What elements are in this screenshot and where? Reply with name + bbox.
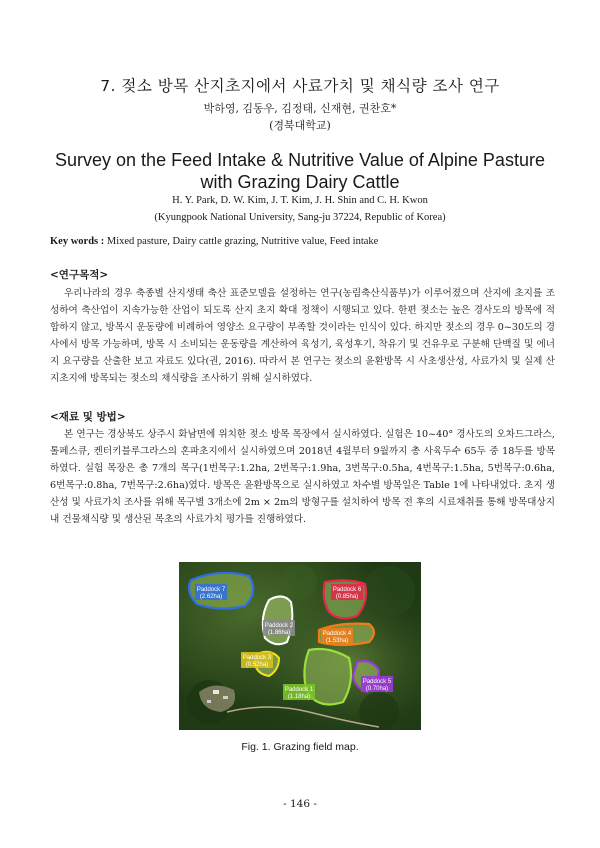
label-paddock-6: [331, 584, 363, 600]
keywords-label: Key words :: [50, 236, 105, 247]
label-paddock-6-area: (0.85ha): [335, 594, 359, 600]
label-paddock-4-area: (1.53ha): [325, 638, 349, 644]
label-paddock-1: [283, 684, 315, 700]
keywords-line: [50, 236, 560, 247]
authors-korean: 박하영, 김동우, 김정태, 신재현, 권찬호*: [203, 102, 397, 115]
label-paddock-4: [321, 628, 353, 644]
label-paddock-1-area: (1.18ha): [287, 694, 311, 700]
grazing-field-map: [179, 562, 421, 730]
label-paddock-5-area: (0.70ha): [365, 686, 389, 692]
label-paddock-3: [241, 652, 273, 668]
paragraph-methods: 본 연구는 경상북도 상주시 화남면에 위치한 젖소 방목 목장에서 실시하였다. 실험은 10~40° 경사도의 오차드그라스, 톨페스큐, 켄터키블루그라스의 혼파초지에서 실시하였으며 2018년 4월부터 9월까지 총 사육두수 65두 중 18두를 방목하였다. 실험 목장은 총 7개의 목구(1번목구:1.2ha, 2번목구:1.9ha, 3번목구:0.5ha, 4번목구:1.5ha, 5번목구:0.6ha, 6번목구:0.8ha, 7번목구:2.6ha)였다. 방목은 윤환방목으로 실시하였고 차수별 방목일은 Table 1에 나타내었다. 초지 생산성 및 사료가치 조사를 위해 목구별 3개소에 2m × 2m의 방형구를 설치하여 방목 전 후의 시료채취를 통해 방목대상지 내 건물채식량 및 생산된 목초의 사료가치 평가를 진행하였다.: [50, 429, 555, 525]
affiliation-korean: (경북대학교): [269, 119, 331, 132]
keywords-text: Mixed pasture, Dairy cattle grazing, Nutritive value, Feed intake: [106, 236, 379, 247]
label-paddock-1-name: Paddock 1: [284, 687, 314, 693]
label-paddock-7: [195, 584, 227, 600]
section-heading-purpose: <연구목적>: [50, 269, 109, 281]
section-heading-methods: <재료 및 방법>: [50, 411, 126, 423]
title-english: Survey on the Feed Intake & Nutritive Value of Alpine Pasture with Grazing Dairy Cattle: [55, 150, 545, 192]
label-paddock-3-name: Paddock 3: [242, 655, 272, 661]
label-paddock-7-area: (2.62ha): [199, 594, 223, 600]
label-paddock-3-area: (0.52ha): [245, 662, 269, 668]
affiliation-english: (Kyungpook National University, Sang-ju 37224, Republic of Korea): [154, 212, 446, 223]
label-paddock-6-name: Paddock 6: [332, 587, 362, 593]
label-paddock-5: [361, 676, 393, 692]
label-paddock-2-name: Paddock 2: [264, 623, 294, 629]
paragraph-purpose: 우리나라의 경우 축종별 산지생태 축산 표준모델을 설정하는 연구(농림축산식품부)가 이루어졌으며 산지에 초지를 조성하여 축산업이 지속가능한 산업이 되도록 산지 초지 확대 정책이 시행되고 있다. 한편 젖소는 높은 경사도의 방목에 적합하지 않고, 방목시 운동량에 비례하여 영양소 요구량이 부족할 것이라는 인식이 있다. 하지만 젖소의 경우 0~30도의 경사에서 방목 가능하며, 방목 시 소비되는 운동량을 계산하여 육성기, 육성후기, 착유기 및 건유우로 구분해 단백질 및 에너지 요구량을 산출한 보고 자료도 있다(권, 2016). 따라서 본 연구는 젖소의 윤환방목 시 사초생산성, 사료가치 및 실제 산지초지에 방목되는 젖소의 채식량을 조사하기 위해 실시하였다.: [50, 288, 555, 384]
label-paddock-7-name: Paddock 7: [196, 587, 226, 593]
title-korean: 7. 젖소 방목 산지초지에서 사료가치 및 채식량 조사 연구: [100, 77, 500, 95]
authors-english: H. Y. Park, D. W. Kim, J. T. Kim, J. H. Shin and C. H. Kwon: [172, 195, 428, 206]
label-paddock-5-name: Paddock 5: [362, 679, 392, 685]
figure-caption: Fig. 1. Grazing field map.: [241, 741, 359, 753]
label-paddock-2-area: (1.86ha): [267, 630, 291, 636]
label-paddock-2: [263, 620, 295, 636]
label-paddock-4-name: Paddock 4: [322, 631, 352, 637]
page-number: - 146 -: [283, 798, 317, 810]
